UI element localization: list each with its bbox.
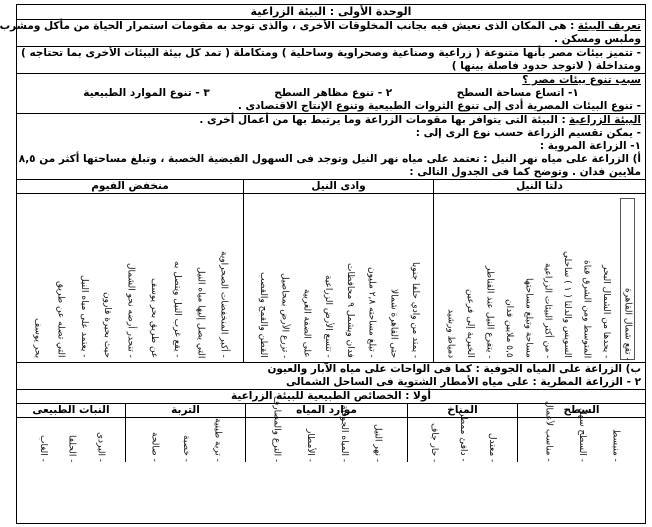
text-strip: حيث بحيرة قارون xyxy=(102,292,113,358)
agri-env-section xyxy=(17,113,645,179)
text-strip: - أكبر المنخفضات الصحراوية xyxy=(218,251,229,358)
text-strip: السويس والدلتا ( ١ ) ساحلي xyxy=(562,251,573,358)
document-page xyxy=(0,4,646,524)
text-strip: - البردى xyxy=(95,431,106,462)
table-cell xyxy=(17,418,125,462)
definition-text: : هى المكان الذى نعيش فيه بجانب المخلوقات الأخرى ، والذى توجد به مقومات استمرار الحياة من مأكل ومشرب xyxy=(0,20,575,32)
definition-label: تعريف البيئة xyxy=(577,20,641,32)
table-header: دلتا النيل xyxy=(434,180,645,194)
text-strip: فدان ويشمل ٩ محافظات xyxy=(344,263,355,358)
text-strip: - معتدل xyxy=(487,432,497,462)
text-strip: - مناسب لأعمال xyxy=(543,401,554,462)
text-strip: - يحدها من الشمال البحر xyxy=(601,264,612,358)
unit-title: الوحدة الأولى : البيئة الزراعية xyxy=(17,5,645,20)
text-strip: - دافئ ممطر xyxy=(458,412,468,462)
reasons-question: سبب تنوع بيئات مصر ؟ xyxy=(522,74,641,86)
table-cell xyxy=(518,401,645,462)
text-strip: - تتسع الأرض الزراعية xyxy=(323,275,334,358)
text-strip: - منبسط xyxy=(610,429,621,462)
text-strip: على الضفة الغربية xyxy=(301,289,312,358)
table-header: موارد المياه xyxy=(246,404,407,418)
reason-item: ١- اتساع مساحة السطح xyxy=(456,87,579,99)
characteristics-table xyxy=(17,389,645,462)
text-strip: بحر يوسف xyxy=(32,317,43,358)
table-header: التربة xyxy=(126,404,245,418)
text-strip: - صالحة xyxy=(149,432,160,462)
ground-water-line: ب) الزراعة على المياه الجوفية : كما فى الواحات على مياه الآبار والعيون xyxy=(267,363,641,375)
reasons-list xyxy=(21,87,641,100)
diversity-section xyxy=(17,46,645,73)
text-strip: - يتفرع النيل عند القناطر xyxy=(484,265,495,358)
table-column-vegetation xyxy=(17,404,125,462)
table-cell xyxy=(126,418,245,462)
text-strip: - نهر النيل xyxy=(372,423,383,462)
table-cell xyxy=(434,194,645,362)
definition-line-1 xyxy=(0,20,641,33)
text-strip: - الأمطار xyxy=(305,428,316,462)
nile-agri-line-2: ملايين فدان . وتوضح كما فى الجدول التالى : xyxy=(409,166,641,178)
reasons-section xyxy=(17,73,645,113)
text-strip: ٥,٥ ملايين فدان xyxy=(503,299,514,358)
regions-table xyxy=(17,179,645,363)
table-column-water xyxy=(245,395,407,462)
text-strip: التي يصل إليها مياه النيل xyxy=(195,266,206,358)
table-column-climate xyxy=(407,404,517,462)
text-strip: - خصبة xyxy=(181,434,191,462)
table-column-delta xyxy=(433,180,645,362)
table-header: السطح xyxy=(518,404,645,418)
table-header: وادى النيل xyxy=(244,180,433,194)
rain-agri-line: ٢ - الزراعة المطرية : على مياه الأمطار الشتوية فى الساحل الشمالى xyxy=(285,376,641,388)
diversity-line-2: ومتداخلة ( لاتوجد حدود فاصلة بينها ) xyxy=(451,60,641,72)
text-strip: - يعتمد على مياه النيل xyxy=(78,275,89,358)
text-strip: مساحة وتبلغ مساحتها xyxy=(523,278,534,358)
reason-item: ٢ - تنوع مظاهر السطح xyxy=(274,87,393,99)
table-cell xyxy=(408,412,517,462)
table-column-soil xyxy=(125,404,245,462)
text-strip: الخيرية إلى فرعين xyxy=(464,289,475,358)
text-strip: - الغاب xyxy=(37,435,48,462)
text-strip: - تبلغ مساحته ٢,٨ مليون xyxy=(366,267,377,358)
irrigated-heading: ١- الزراعة المروية : xyxy=(539,140,641,152)
table-column-valley xyxy=(243,180,433,362)
table-cell xyxy=(17,194,243,362)
text-strip-box xyxy=(620,198,635,360)
definition-line-2: وملبس ومسكن . xyxy=(553,33,641,45)
text-strip: - تزرع الأرض بمحاصيل xyxy=(279,272,290,358)
agri-env-text: : البيئة التى يتوافر بها مقومات الزراعة وما يرتبط بها من أعمال أخرى . xyxy=(199,114,566,126)
table-header: المناخ xyxy=(408,404,517,418)
agri-env-label: البيئة الزراعية xyxy=(569,114,641,126)
text-strip: - من أكثر البيئات الزراعية xyxy=(542,262,553,358)
diversity-line-1: - تتميز بيئات مصر بأنها متنوعة ( زراعية وصناعية وصحراوية وساحلية ) ومتكاملة ( تمد كل بيئة البيئات الأخرى بما تحتاجه ) xyxy=(20,47,641,59)
text-strip: التي تصله عن طريق xyxy=(55,281,66,358)
text-strip: - يمتد من وادي حلفا جنوبا xyxy=(410,261,421,358)
text-strip: - تربة طينية xyxy=(212,418,223,462)
text-strip: - حار جاف xyxy=(429,422,439,462)
nile-agri-line-1: أ) الزراعة على مياه نهر النيل : تعتمد على مياه نهر النيل وتوجد فى السهول الفيضية الخصبة ، وتبلغ مساحتها أكثر من ٨,٥ xyxy=(18,153,641,165)
text-strip: - تنحدر أرضه نحو الشمال xyxy=(125,263,136,358)
agri-divide: - يمكن تقسيم الزراعة حسب نوع الرى إلى : xyxy=(415,127,641,139)
definition-section xyxy=(0,20,645,46)
text-strip: - الحلفا xyxy=(66,434,77,462)
text-strip: - السطح سهل xyxy=(577,408,587,462)
text-strip: - الترع والمصارف xyxy=(271,395,282,462)
table-header: منخفض الفيوم xyxy=(17,180,243,194)
text-strip: حتى القاهرة شمالا xyxy=(388,288,399,358)
table-header: النبات الطبيعى xyxy=(17,404,125,418)
reason-item: ٣ - تنوع الموارد الطبيعية xyxy=(83,87,210,99)
text-strip: - المياه الجوفية xyxy=(338,404,349,462)
table-column-surface xyxy=(517,401,645,462)
text-strip: القطن والقمح والقصب xyxy=(257,272,268,358)
text-strip: المتوسط ومن الشرق قناة xyxy=(581,259,592,358)
text-strip: عن طريق بحر يوسف xyxy=(148,277,159,358)
text-strip: - تقع شمال القاهرة xyxy=(622,288,633,361)
text-strip: - يقع غرب النيل ويتصل به xyxy=(172,261,183,358)
agri-env-line xyxy=(21,114,641,127)
characteristics-title: أولا : الخصائص الطبيعية للبيئة الزراعية xyxy=(17,390,645,404)
table-cell xyxy=(244,194,433,362)
table-column-fayoum xyxy=(17,180,243,362)
reasons-result: - تنوع البيئات المصرية أدى إلى تنوع الثروات الطبيعية وتنوع الإنتاج الاقتصادى . xyxy=(237,100,641,112)
other-irrigation-section xyxy=(17,363,645,389)
text-strip: دمياط ورشيد xyxy=(445,308,456,358)
